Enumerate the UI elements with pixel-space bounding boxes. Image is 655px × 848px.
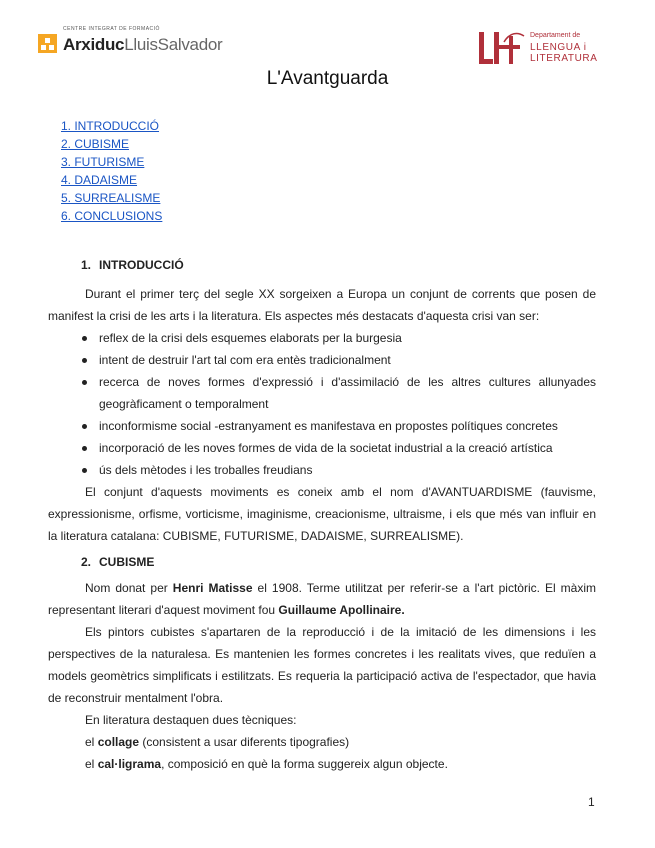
list-item: recerca de noves formes d'expressió i d'assimilació de les altres cultures allunyades geogràficament o temporalment [48, 371, 596, 415]
list-item: intent de destruir l'art tal com era entès tradicionalment [48, 349, 596, 371]
department-logo [476, 30, 626, 66]
list-item: ús dels mètodes i les troballes freudians [48, 459, 596, 481]
document-body [48, 256, 596, 775]
page-number: 1 [588, 795, 595, 809]
cubisme-paragraph-3: En literatura destaquen dues tècniques: [85, 713, 297, 727]
toc-link-surrealisme[interactable]: 5. SURREALISME [61, 191, 161, 205]
school-logo-mark-icon [38, 34, 57, 53]
list-item: incorporació de les noves formes de vida de la societat industrial a la creació artística [48, 437, 596, 459]
technique-collage: el collage (consistent a usar diferents tipografies) [85, 735, 350, 749]
toc-link-futurisme[interactable]: 3. FUTURISME [61, 155, 145, 169]
table-of-contents [61, 117, 162, 225]
crisis-aspects-list [48, 327, 596, 481]
section-heading-introduccio: 1. INTRODUCCIÓ [81, 258, 184, 272]
toc-link-conclusions[interactable]: 6. CONCLUSIONS [61, 209, 163, 223]
list-item: inconformisme social -estranyament es manifestava en propostes polítiques concretes [48, 415, 596, 437]
school-logo-tagline: CENTRE INTEGRAT DE FORMACIÓ [63, 26, 160, 32]
list-item: reflex de la crisi dels esquemes elaborats per la burgesia [48, 327, 596, 349]
department-label: Departament de [530, 32, 581, 39]
department-name-line1: LLENGUA i [530, 42, 587, 53]
cubisme-paragraph-1: Nom donat per Henri Matisse el 1908. Terme utilitzat per referir-se a l'art pictòric. El màxim representant literari d'aquest moviment fou Guillaume Apollinaire. [48, 581, 597, 617]
document-title: L'Avantguarda [266, 68, 389, 89]
technique-calligrama: el cal·ligrama, composició en què la forma suggereix algun objecte. [85, 757, 448, 771]
toc-link-dadaisme[interactable]: 4. DADAISME [61, 173, 138, 187]
department-name-line2: LITERATURA [530, 53, 598, 64]
intro-paragraph-1: Durant el primer terç del segle XX sorgeixen a Europa un conjunt de corrents que posen de manifest la crisi de les arts i la literatura. Els aspectes més destacats d'aquesta crisi van ser: [48, 287, 596, 323]
cubisme-paragraph-2: Els pintors cubistes s'apartaren de la reproducció i de la imitació de les dimensions i les perspectives de la naturalesa. Es mantenien les formes concretes i les realitats vives, que reduïen a models geomètrics simplificats i estilitzats. Es requeria la participació activa de l'espectador, que havia de reconstruir mentalment l'obra. [48, 625, 596, 705]
toc-link-introduccio[interactable]: 1. INTRODUCCIÓ [61, 119, 160, 133]
school-logo-name: ArxiducLluisSalvador [63, 35, 223, 54]
department-logo-mark-icon [476, 30, 526, 66]
school-logo [38, 26, 238, 56]
intro-paragraph-2: El conjunt d'aquests moviments es coneix amb el nom d'AVANTUARDISME (fauvisme, expressionisme, orfisme, vorticisme, imaginisme, creacionisme, ultraisme, i els que més van influir en la literatura catalana: CUBISME, FUTURISME, DADAISME, SURREALISME). [48, 485, 596, 543]
toc-link-cubisme[interactable]: 2. CUBISME [61, 137, 130, 151]
section-heading-cubisme: 2. CUBISME [81, 555, 155, 569]
